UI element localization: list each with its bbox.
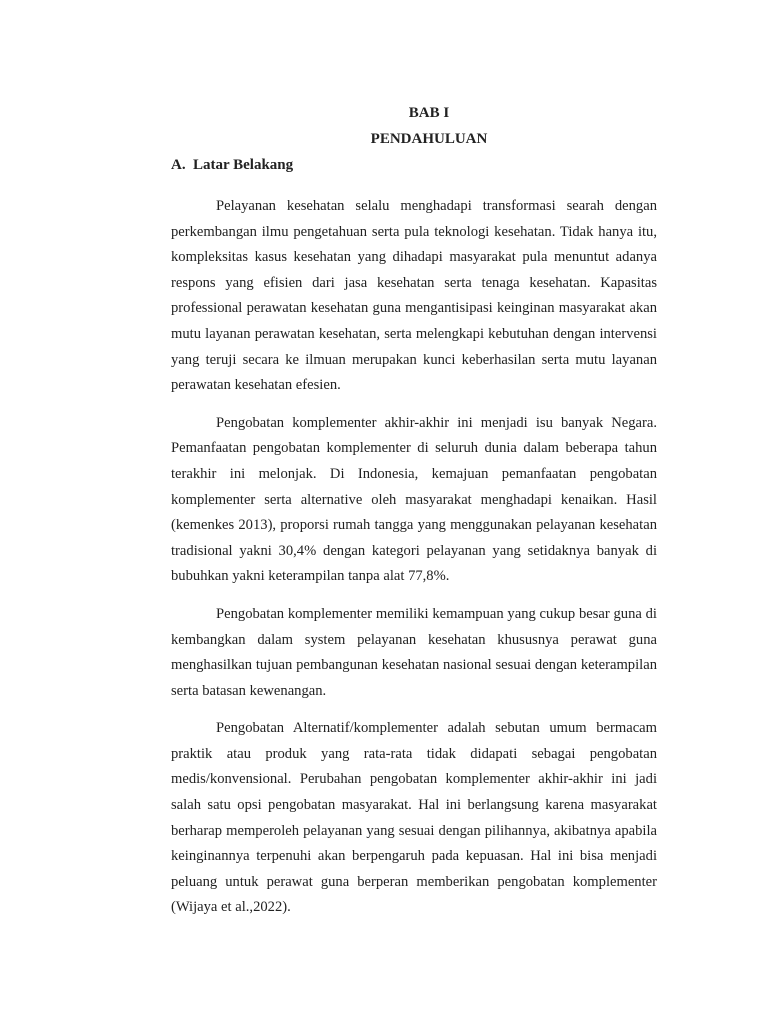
paragraph-1: Pelayanan kesehatan selalu menghadapi transformasi searah dengan perkembangan ilmu pengetahuan serta pula teknologi kesehatan. Tidak hanya itu, kompleksitas kasus kesehatan yang dihadapi masyarakat pula menuntut adanya respons yang efisien dari jasa kesehatan serta tenaga kesehatan. Kapasitas professional perawatan kesehatan guna mengantisipasi keinginan masyarakat akan mutu layanan perawatan kesehatan, serta melengkapi kebutuhan dengan intervensi yang teruji secara ke ilmuan merupakan kunci keberhasilan serta mutu layanan perawatan kesehatan efesien. — [171, 198, 657, 394]
chapter-number: BAB I — [408, 105, 450, 121]
section-letter: A. — [171, 157, 186, 173]
paragraph-3: Pengobatan komplementer memiliki kemampuan yang cukup besar guna di kembangkan dalam system pelayanan kesehatan khususnya perawat guna menghasilkan tujuan pembangunan kesehatan nasional sesuai dengan keterampilan serta batasan kewenangan. — [171, 605, 657, 699]
chapter-title: PENDAHULUAN — [370, 131, 488, 147]
document-page — [171, 100, 657, 933]
paragraph-4: Pengobatan Alternatif/komplementer adalah sebutan umum bermacam praktik atau produk yang rata-rata tidak didapati sebagai pengobatan medis/konvensional. Perubahan pengobatan komplementer akhir-akhir ini jadi salah satu opsi pengobatan masyarakat. Hal ini berlangsung karena masyarakat berharap memperoleh pelayanan yang sesuai dengan pilihannya, akibatnya apabila keinginannya terpenuhi akan berpengaruh pada kepuasan. Hal ini bisa menjadi peluang untuk perawat guna berperan memberikan pengobatan komplementer (Wijaya et al.,2022). — [171, 720, 657, 916]
section-title: Latar Belakang — [193, 157, 294, 173]
section-heading — [171, 152, 657, 178]
paragraph-2: Pengobatan komplementer akhir-akhir ini menjadi isu banyak Negara. Pemanfaatan pengobatan komplementer di seluruh dunia dalam beberapa tahun terakhir ini melonjak. Di Indonesia, kemajuan pemanfaatan pengobatan komplementer serta alternative oleh masyarakat menghadapi kenaikan. Hasil (kemenkes 2013), proporsi rumah tangga yang menggunakan pelayanan kesehatan tradisional yakni 30,4% dengan kategori pelayanan yang setidaknya banyak di bubuhkan yakni keterampilan tanpa alat 77,8%. — [171, 414, 657, 585]
